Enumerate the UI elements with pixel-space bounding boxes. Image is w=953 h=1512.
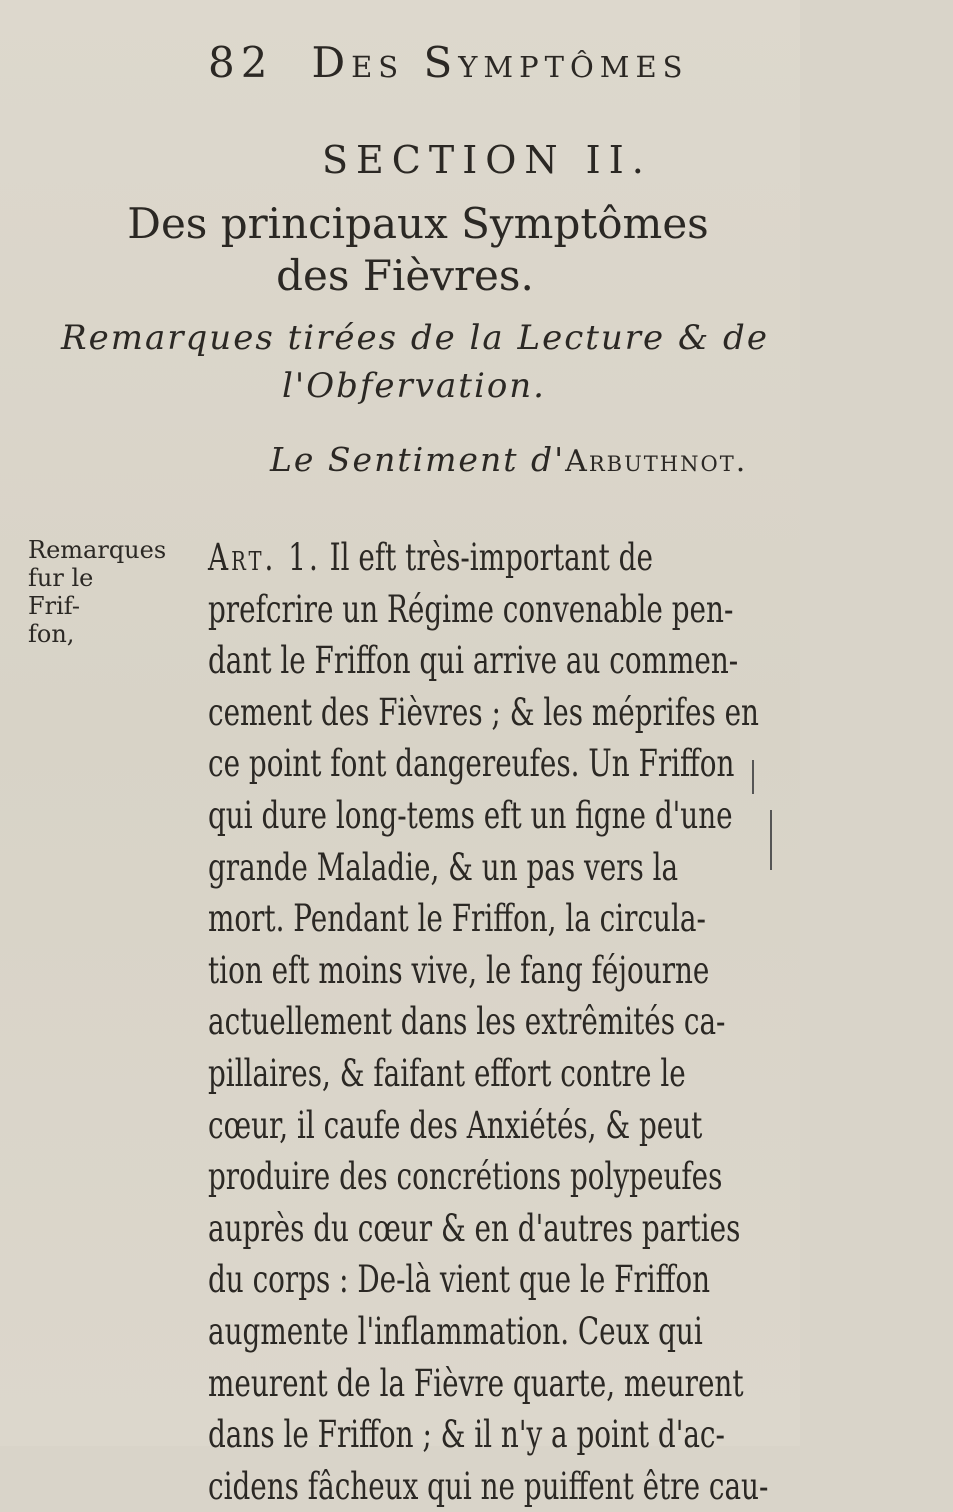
body-line: Il eft très-important de: [329, 536, 653, 579]
body-line: cement des Fièvres ; & les méprifes en: [208, 690, 759, 734]
body-line: mort. Pendant le Friffon, la circula-: [208, 897, 706, 941]
margin-note-line: Remarques: [28, 536, 167, 564]
body-line-first: [208, 532, 768, 584]
running-title: Des Symptômes: [311, 38, 689, 87]
margin-note-line: fon,: [28, 620, 75, 648]
body-line: ce point font dangereufes. Un Friffon: [208, 742, 735, 786]
attribution-author: Arbuthnot.: [565, 444, 748, 479]
body-line: grande Maladie, & un pas vers la: [208, 845, 679, 889]
chapter-title-line-2: des Fièvres.: [276, 251, 534, 300]
body-line: pillaires, & faifant effort contre le: [208, 1051, 686, 1095]
chapter-title-line-1: Des principaux Symptômes: [127, 199, 709, 248]
body-line: qui dure long-tems eft un figne d'une: [208, 793, 733, 837]
body-line: cœur, il caufe des Anxiétés, & peut: [208, 1103, 703, 1147]
section-heading: SECTION II.: [322, 138, 652, 182]
body-line: augmente l'inflammation. Ceux qui: [208, 1309, 703, 1353]
running-head: [208, 38, 689, 87]
margin-note-line: fur le Frif-: [28, 564, 94, 620]
page-number: 82: [208, 38, 274, 87]
body-line: dant le Friffon qui arrive au commen-: [208, 639, 739, 683]
body-line: actuellement dans les extrêmités ca-: [208, 1000, 726, 1044]
body-text: [208, 532, 953, 1512]
body-line: tion eft moins vive, le fang féjourne: [208, 948, 710, 992]
body-line: prefcrire un Régime convenable pen-: [208, 587, 734, 631]
body-line: cidens fâcheux qui ne puiffent être cau-: [208, 1464, 769, 1508]
body-line: meurent de la Fièvre quarte, meurent: [208, 1361, 744, 1405]
paper-mark: [770, 810, 772, 870]
subtitle-line-1: Remarques tirées de la Lecture & de: [61, 318, 769, 358]
paper-mark: [752, 760, 754, 794]
body-line: produire des concrétions polypeufes: [208, 1155, 723, 1199]
margin-note: [28, 536, 167, 648]
article-label: Art. 1.: [208, 536, 321, 579]
body-line: dans le Friffon ; & il n'y a point d'ac-: [208, 1413, 725, 1457]
attribution-prefix: Le Sentiment d': [270, 440, 566, 479]
subtitle-line-2: l'Obfervation.: [281, 366, 546, 406]
body-line: du corps : De-là vient que le Friffon: [208, 1258, 711, 1302]
body-line: auprès du cœur & en d'autres parties: [208, 1206, 741, 1250]
attribution: [270, 440, 747, 479]
